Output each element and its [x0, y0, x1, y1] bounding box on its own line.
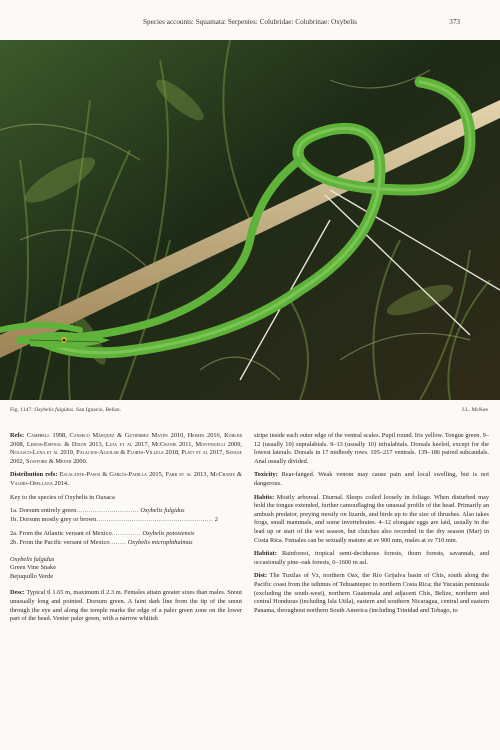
snake-photo: [0, 40, 500, 400]
right-column: [254, 432, 489, 620]
habitat: Habitat: Rainforest, tropical semi-deciduous forests, thorn forests, savannah, and occasionally pine–oak forests, 0–1600 m asl.: [254, 550, 489, 566]
distribution-refs: Distribution refs: Escalante-Pasos & García-Padilla 2015, Farr et al 2013, McCranie & Valdés-Orellana 2014.: [10, 471, 242, 487]
species-heading: [10, 556, 242, 582]
description: Desc: Typical tl 1.65 m, maximum tl 2.3 m. Females attain greater sixes than males. Snout unusually long and pointed. Dorsum green. A faint dark line from the tip of the snout through the eye and along the temple marks the edge of a paler green zone on the lower part of the head. Venter paler green, with a narrow whitish: [10, 589, 242, 623]
snake-illustration: [0, 40, 500, 400]
caption-text: Fig. 1147: Oxybelis fulgidus. San Ignacio, Belize.: [10, 407, 122, 413]
key-row: 2a. From the Atlantic versant of Mexico.............. Oxybelis potosiensis: [10, 530, 195, 538]
refs-paragraph: Refs: Campbell 1998, Canseco Márquez & Gutiérrez Mayén 2010, Heimes 2016, Köhler 2008, Lemos-Espinal & Dixon 2013, Luja et al 2017, McCranie 2011, Montingelli 2009, Nolasco-Luna et al 2019, Palacios-Aguilar & Flores-Villela 2018, Platt et al 2017, Savage 2002, Stafford & Meyer 2000.: [10, 432, 242, 465]
toxicity: Toxicity: Rear-fanged. Weak venom may cause pain and local swelling, but is not dangerous.: [254, 471, 489, 487]
page-number: 373: [449, 18, 460, 26]
species-name: Oxybelis fulgidus: [10, 555, 55, 563]
left-column: [10, 432, 242, 629]
description-continued: stripe inside each outer edge of the ventral scales. Pupil round. Iris yellow. Tongue green. 9–12 (usually 10) supralabials. 9–13 (usually 10) infralabials. Dorsals keeled, except for the lowest laterals. Dorsals in 17 midbody rows. 195–217 ventrals. 139–186 paired subcaudals. Anal usually divided.: [254, 432, 489, 465]
habits: Habits: Mostly arboreal. Diurnal. Sleeps coiled loosely in foliage. When disturbed may hold the tongue extended, further camouflaging the unusual profile of the head. Primarily an ambush predator, preying mostly on lizards, and birds up to the size of thrushes. Also takes frogs, small mammals, and some invertebrates. 4–12 elongate eggs are laid, usually in the lead up or start of the wet season, but clutches also recorded in the dry season (Mar) in Costa Rica. Females can be sexually mature at sv 900 mm, males at sv 710 mm.: [254, 493, 489, 544]
key-row: 2b. From the Pacific versant of Mexico........ Oxybelis microphthalmus: [10, 538, 193, 546]
species-key: [10, 507, 242, 547]
photo-credit: J.L. McKee: [461, 407, 488, 413]
common-name-spanish: Bejuquillo Verde: [10, 572, 54, 580]
distribution: Dist: The Tuxtlas of Vz, northern Oax, the Río Grijalva basin of Chis, south along the Pacific coast from the isthmus of Tehuantepec to northern Costa Rica; the Yucatán peninsula (excluding the south-west), northern Guatemala and adjacent Chis, Belize, northern and central Honduras (including Isla Utila), eastern and southern Nicaragua, central and eastern Panama, throughout northern South America (including Trinidad and Tobago, to: [254, 572, 489, 614]
figure-caption: [10, 407, 488, 417]
key-row: 1a. Dorsum entirely green.............................. Oxybelis fulgidus: [10, 507, 185, 515]
running-header: [0, 18, 500, 32]
common-name-english: Green Vine Snake: [10, 564, 57, 572]
key-row: 1b. Dorsum mostly grey or brown........................................................ 2: [10, 515, 218, 523]
key-heading: Key to the species of Oxybelis in Oaxaca: [10, 493, 115, 501]
running-title: Species accounts: Squamata: Serpentes: Colubridae: Colubrinae: Oxybelis: [143, 18, 357, 26]
